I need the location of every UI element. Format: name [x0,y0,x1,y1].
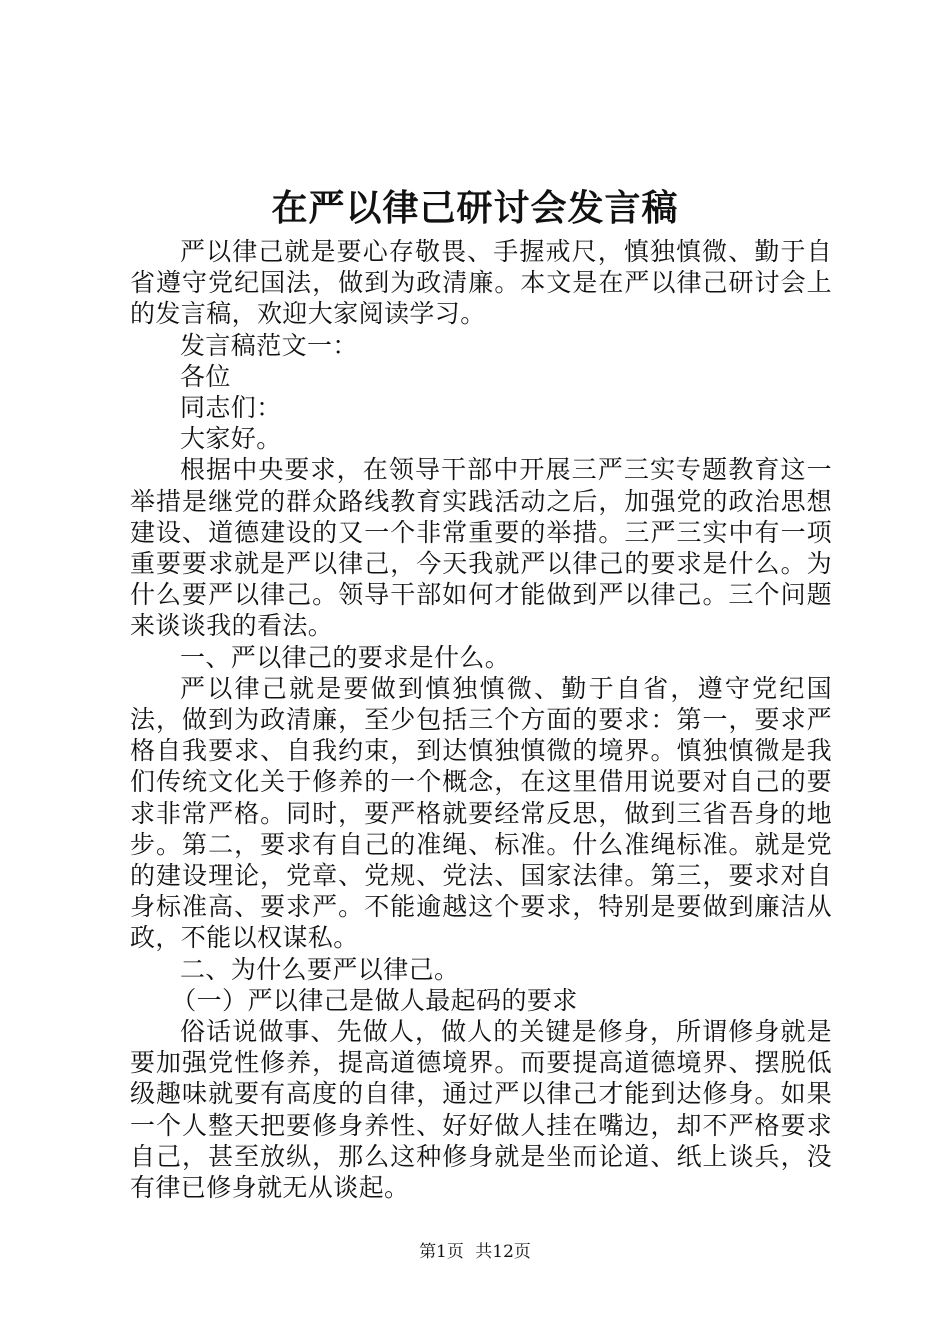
document-body [130,236,832,1203]
document-title: 在严以律己研讨会发言稿 [271,187,679,229]
intro-paragraph: 严以律己就是要心存敬畏、手握戒尺，慎独慎微、勤于自省遵守党纪国法，做到为政清廉。本文是在严以律己研讨会上的发言稿，欢迎大家阅读学习。 [130,237,832,329]
body-paragraph: 根据中央要求，在领导干部中开展三严三实专题教育这一举措是继党的群众路线教育实践活动之后，加强党的政治思想建设、道德建设的又一个非常重要的举措。三严三实中有一项重要要求就是严以律己，今天我就严以律己的要求是什么。为什么要严以律己。领导干部如何才能做到严以律己。三个问题来谈谈我的看法。 [130,455,832,641]
subsection-heading: （一）严以律己是做人最起码的要求 [171,985,578,1015]
salutation-line: 各位 [180,361,231,391]
section-heading: 二、为什么要严以律己。 [180,954,460,984]
greeting-line: 大家好。 [180,424,282,454]
section-heading: 一、严以律己的要求是什么。 [180,642,511,672]
page-total: 共12页 [475,1242,531,1262]
salutation-line: 同志们： [180,393,282,423]
page-footer [0,1240,950,1264]
section-label: 发言稿范文一： [180,330,358,360]
body-paragraph: 俗话说做事、先做人，做人的关键是修身，所谓修身就是要加强党性修养，提高道德境界。而要提高道德境界、摆脱低级趣味就要有高度的自律，通过严以律己才能到达修身。如果一个人整天把要修身养性、好好做人挂在嘴边，却不严格要求自己，甚至放纵，那么这种修身就是坐而论道、纸上谈兵，没有律已修身就无从谈起。 [130,1017,832,1203]
page-number: 第1页 [419,1242,464,1262]
body-paragraph: 严以律己就是要做到慎独慎微、勤于自省，遵守党纪国法，做到为政清廉，至少包括三个方面的要求：第一，要求严格自我要求、自我约束，到达慎独慎微的境界。慎独慎微是我们传统文化关于修养的一个概念，在这里借用说要对自己的要求非常严格。同时，要严格就要经常反思，做到三省吾身的地步。第二，要求有自己的准绳、标准。什么准绳标准。就是党的建设理论，党章、党规、党法、国家法律。第三，要求对自身标准高、要求严。不能逾越这个要求，特别是要做到廉洁从政，不能以权谋私。 [130,673,832,953]
